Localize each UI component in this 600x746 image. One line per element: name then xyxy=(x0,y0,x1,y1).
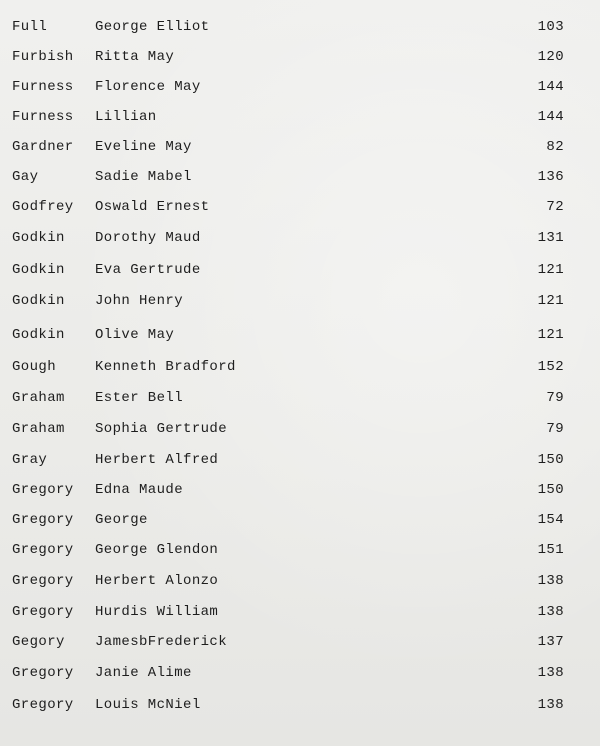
surname: Gray xyxy=(12,452,48,468)
given-names: Edna Maude xyxy=(95,482,184,498)
given-names: Sadie Mabel xyxy=(95,169,192,185)
record-number: 136 xyxy=(537,169,564,185)
surname: Graham xyxy=(12,421,65,437)
record-number: 138 xyxy=(537,665,564,681)
record-number: 151 xyxy=(537,542,564,558)
record-row xyxy=(0,196,600,218)
record-row xyxy=(0,601,600,623)
record-row xyxy=(0,418,600,440)
given-names: Florence May xyxy=(95,79,201,95)
given-names: George Elliot xyxy=(95,19,210,35)
record-number: 82 xyxy=(546,139,564,155)
given-names: Louis McNiel xyxy=(95,697,201,713)
record-row xyxy=(0,387,600,409)
surname: Godkin xyxy=(12,230,65,246)
record-number: 154 xyxy=(537,512,564,528)
record-number: 121 xyxy=(537,327,564,343)
record-row xyxy=(0,539,600,561)
given-names: Dorothy Maud xyxy=(95,230,201,246)
surname: Gregory xyxy=(12,542,74,558)
record-number: 144 xyxy=(537,109,564,125)
surname: Furness xyxy=(12,79,74,95)
record-number: 120 xyxy=(537,49,564,65)
given-names: Eva Gertrude xyxy=(95,262,201,278)
surname: Gough xyxy=(12,359,57,375)
record-number: 137 xyxy=(537,634,564,650)
surname: Graham xyxy=(12,390,65,406)
record-row xyxy=(0,76,600,98)
surname: Gregory xyxy=(12,665,74,681)
given-names: Lillian xyxy=(95,109,157,125)
surname: Godfrey xyxy=(12,199,74,215)
given-names: Janie Alime xyxy=(95,665,192,681)
given-names: John Henry xyxy=(95,293,184,309)
record-row xyxy=(0,570,600,592)
given-names: Ritta May xyxy=(95,49,175,65)
record-row xyxy=(0,290,600,312)
record-number: 121 xyxy=(537,293,564,309)
record-row xyxy=(0,662,600,684)
record-row xyxy=(0,259,600,281)
record-number: 150 xyxy=(537,452,564,468)
given-names: JamesbFrederick xyxy=(95,634,228,650)
record-row xyxy=(0,324,600,346)
given-names: Hurdis William xyxy=(95,604,219,620)
given-names: Eveline May xyxy=(95,139,192,155)
surname: Godkin xyxy=(12,262,65,278)
record-number: 79 xyxy=(546,421,564,437)
record-number: 138 xyxy=(537,697,564,713)
record-row xyxy=(0,227,600,249)
surname: Gardner xyxy=(12,139,74,155)
record-number: 138 xyxy=(537,573,564,589)
surname: Godkin xyxy=(12,327,65,343)
surname: Furness xyxy=(12,109,74,125)
given-names: Oswald Ernest xyxy=(95,199,210,215)
surname: Gregory xyxy=(12,482,74,498)
surname: Full xyxy=(12,19,48,35)
surname: Furbish xyxy=(12,49,74,65)
record-number: 152 xyxy=(537,359,564,375)
record-row xyxy=(0,166,600,188)
given-names: Kenneth Bradford xyxy=(95,359,236,375)
given-names: Herbert Alonzo xyxy=(95,573,219,589)
surname: Gay xyxy=(12,169,39,185)
given-names: Olive May xyxy=(95,327,175,343)
record-number: 150 xyxy=(537,482,564,498)
record-row xyxy=(0,509,600,531)
given-names: Herbert Alfred xyxy=(95,452,219,468)
record-row xyxy=(0,449,600,471)
given-names: George xyxy=(95,512,148,528)
record-row xyxy=(0,46,600,68)
given-names: George Glendon xyxy=(95,542,219,558)
record-number: 121 xyxy=(537,262,564,278)
record-number: 131 xyxy=(537,230,564,246)
record-row xyxy=(0,631,600,653)
record-number: 144 xyxy=(537,79,564,95)
surname: Godkin xyxy=(12,293,65,309)
record-number: 79 xyxy=(546,390,564,406)
record-row xyxy=(0,136,600,158)
record-row xyxy=(0,479,600,501)
record-row xyxy=(0,16,600,38)
surname: Gregory xyxy=(12,697,74,713)
given-names: Sophia Gertrude xyxy=(95,421,228,437)
record-number: 103 xyxy=(537,19,564,35)
record-row xyxy=(0,694,600,716)
given-names: Ester Bell xyxy=(95,390,184,406)
surname: Gegory xyxy=(12,634,65,650)
surname: Gregory xyxy=(12,573,74,589)
record-row xyxy=(0,356,600,378)
record-row xyxy=(0,106,600,128)
surname: Gregory xyxy=(12,604,74,620)
surname: Gregory xyxy=(12,512,74,528)
record-number: 138 xyxy=(537,604,564,620)
record-number: 72 xyxy=(546,199,564,215)
